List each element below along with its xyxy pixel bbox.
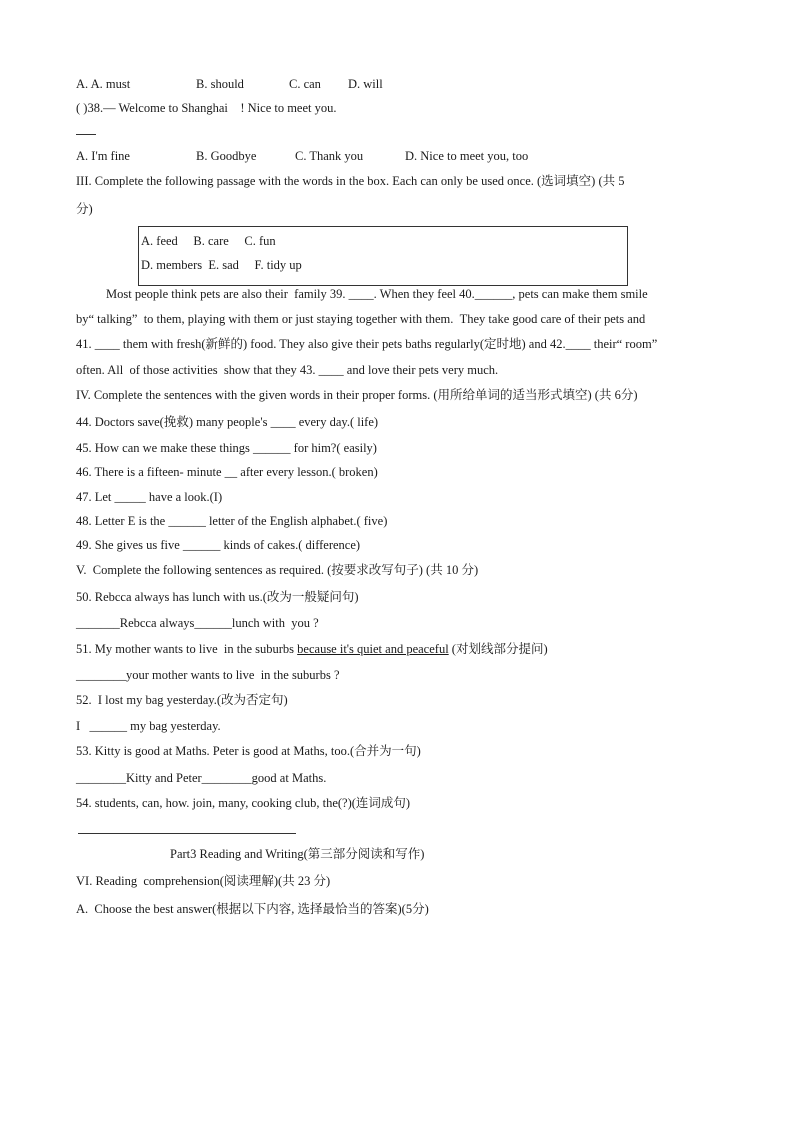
q38-option-c: C. Thank you — [295, 149, 364, 163]
q50: 50. Rebcca always has lunch with us.(改为一般疑问句) — [76, 590, 359, 604]
q53: 53. Kitty is good at Maths. Peter is good at Maths, too.(合并为一句) — [76, 744, 421, 758]
q52: 52. I lost my bag yesterday.(改为否定句) — [76, 693, 288, 707]
q50-answer-line: _______Rebcca always______lunch with you ? — [76, 616, 319, 630]
q49: 49. She gives us five ______ kinds of cakes.( difference) — [76, 538, 361, 552]
q47: 47. Let _____ have a look.(I) — [76, 490, 223, 504]
q53-answer-line: ________Kitty and Peter________good at Maths. — [76, 771, 327, 785]
q37-option-a: A. A. must — [76, 77, 131, 91]
q38-option-a: A. I'm fine — [76, 149, 130, 163]
section4-heading: IV. Complete the sentences with the given words in their proper forms. (用所给单词的适当形式填空) (共 6分) — [76, 388, 638, 402]
q51-underlined-part: because it's quiet and peaceful — [297, 642, 449, 656]
passage-line-4: often. All of those activities show that they 43. ____ and love their pets very much. — [76, 363, 499, 377]
word-box — [138, 226, 628, 286]
q37-option-c: C. can — [289, 77, 321, 91]
q38-option-d: D. Nice to meet you, too — [405, 149, 529, 163]
q52-answer-line: I ______ my bag yesterday. — [76, 719, 221, 733]
q54: 54. students, can, how. join, many, cooking club, the(?)(连词成句) — [76, 796, 411, 810]
section3-heading: III. Complete the following passage with the words in the box. Each can only be used once. (选词填空) (共 5 — [76, 174, 625, 188]
q54-answer-line — [78, 833, 296, 834]
passage-line-1: Most people think pets are also their family 39. ____. When they feel 40.______, pets can make them smile — [106, 287, 648, 301]
q37-options — [76, 76, 416, 92]
q44: 44. Doctors save(挽救) many people's ____ every day.( life) — [76, 415, 379, 429]
word-box-row-1: A. feed B. care C. fun — [141, 234, 276, 248]
q46: 46. There is a fifteen- minute __ after every lesson.( broken) — [76, 465, 378, 479]
passage-line-2: by“ talking” to them, playing with them or just staying together with them. They take good care of their pets and — [76, 312, 646, 326]
section3-heading-cont: 分) — [76, 202, 93, 216]
q51 — [76, 641, 548, 657]
q51-answer-line: ________your mother wants to live in the suburbs ? — [76, 668, 340, 682]
passage-line-3: 41. ____ them with fresh(新鲜的) food. They also give their pets baths regularly(定时地) and 42.____ their“ room” — [76, 337, 658, 351]
q45: 45. How can we make these things ______ for him?( easily) — [76, 441, 377, 455]
part3-title: Part3 Reading and Writing(第三部分阅读和写作) — [170, 847, 425, 861]
q48: 48. Letter E is the ______ letter of the English alphabet.( five) — [76, 514, 388, 528]
q37-option-d: D. will — [348, 77, 383, 91]
word-box-row-2: D. members E. sad F. tidy up — [141, 258, 302, 272]
q38-answer-blank — [76, 134, 96, 135]
q38-options — [76, 148, 556, 164]
section5-heading: V. Complete the following sentences as required. (按要求改写句子) (共 10 分) — [76, 563, 479, 577]
q51-text: 51. My mother wants to live in the suburbs — [76, 642, 298, 656]
sectionA-heading: A. Choose the best answer(根据以下内容, 选择最恰当的答案)(5分) — [76, 902, 429, 916]
q37-option-b: B. should — [196, 77, 244, 91]
section6-heading: VI. Reading comprehension(阅读理解)(共 23 分) — [76, 874, 331, 888]
q51-instruction: (对划线部分提问) — [448, 642, 548, 656]
q38-option-b: B. Goodbye — [196, 149, 257, 163]
q38-stem: ( )38.— Welcome to Shanghai ! Nice to meet you. — [76, 101, 337, 115]
